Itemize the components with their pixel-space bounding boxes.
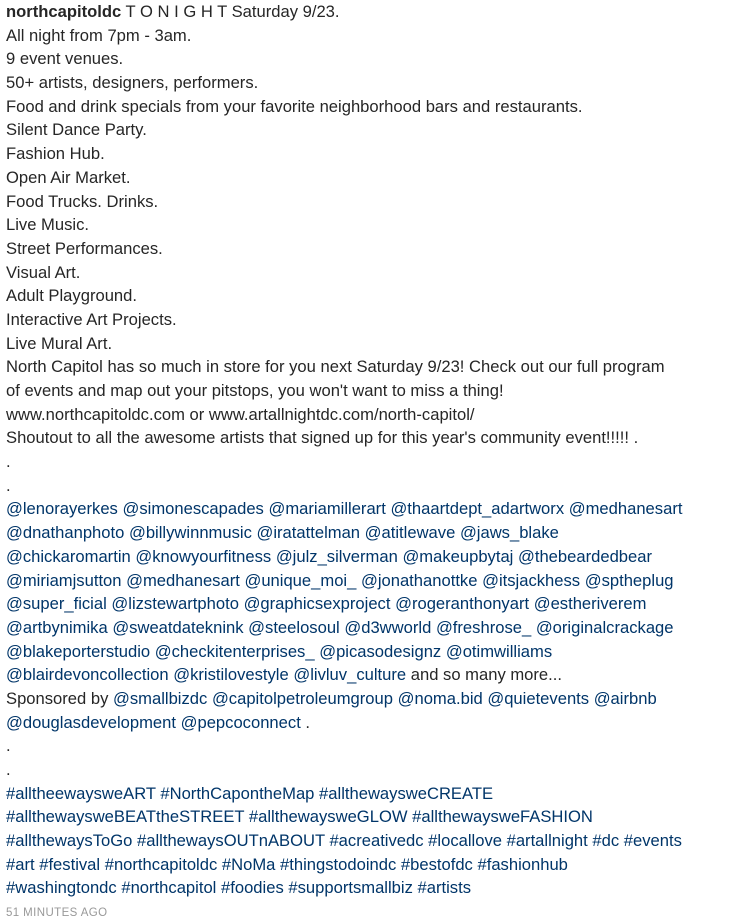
mention-link[interactable]: @blakeporterstudio	[6, 641, 151, 661]
mention-link[interactable]: @medhanesart	[126, 570, 240, 590]
mention-link[interactable]: @itsjackhess	[482, 570, 581, 590]
caption-line	[6, 403, 744, 427]
author-username[interactable]: northcapitoldc	[6, 2, 122, 21]
mention-link[interactable]: @rogeranthonyart	[395, 594, 530, 614]
hashtag-link[interactable]: #NoMa	[221, 854, 276, 874]
sponsor-link[interactable]: @smallbizdc	[113, 688, 208, 708]
hashtag-link[interactable]: #locallove	[428, 831, 502, 851]
sponsor-link[interactable]: @pepcoconnect	[180, 712, 301, 732]
mention-link[interactable]: @sptheplug	[584, 570, 674, 590]
hashtag-link[interactable]: #artallnight	[506, 831, 588, 851]
caption-line	[6, 142, 744, 166]
caption-line	[6, 284, 744, 308]
hashtags-block	[6, 782, 744, 900]
separator-dot: .	[6, 760, 11, 779]
mention-link[interactable]: @livluv_culture	[293, 665, 407, 685]
mention-link[interactable]: @makeupbytaj	[402, 546, 514, 566]
caption-text: Interactive Art Projects.	[6, 309, 177, 329]
hashtag-link[interactable]: #foodies	[221, 878, 284, 898]
hashtag-link[interactable]: #fashionhub	[477, 854, 568, 874]
caption-line	[6, 355, 744, 379]
caption-text: of events and map out your pitstops, you won't want to miss a thing!	[6, 381, 504, 400]
hashtag-link[interactable]: #events	[623, 831, 682, 851]
post-caption	[6, 0, 744, 900]
sponsor-link[interactable]: @airbnb	[593, 688, 657, 708]
mentions-line	[6, 640, 744, 664]
sponsors-block	[6, 687, 744, 734]
separator-dot: .	[6, 736, 11, 756]
caption-body	[6, 24, 744, 498]
mention-link[interactable]: @picasodesignz	[319, 641, 442, 661]
mention-link[interactable]: @lenorayerkes	[6, 499, 118, 519]
mention-link[interactable]: @freshrose_	[435, 617, 532, 637]
caption-text: www.northcapitoldc.com or www.artallnightdc.com/north-capitol/	[6, 404, 475, 424]
caption-line	[6, 118, 744, 142]
mention-link[interactable]: @thaartdept_adartworx	[390, 499, 565, 519]
caption-line	[6, 95, 744, 119]
mention-link[interactable]: @super_ficial	[6, 594, 107, 614]
caption-text: Adult Playground.	[6, 286, 137, 306]
mention-link[interactable]: @steelosoul	[248, 617, 340, 637]
caption-text: All night from 7pm - 3am.	[6, 25, 192, 45]
caption-line	[6, 71, 744, 95]
mention-link[interactable]: @originalcrackage	[535, 617, 674, 637]
hashtag-link[interactable]: #NorthCapontheMap	[160, 783, 315, 803]
hashtag-link[interactable]: #allthewaysweFASHION	[412, 807, 593, 827]
mention-link[interactable]: @chickaromartin	[6, 546, 131, 566]
hashtag-link[interactable]: #artists	[417, 878, 471, 898]
mention-link[interactable]: @checkitenterprises_	[154, 641, 315, 661]
caption-line	[6, 237, 744, 261]
hashtag-link[interactable]: #northcapitol	[121, 878, 217, 898]
separator-dots	[6, 734, 744, 781]
mention-link[interactable]: @kristilovestyle	[173, 665, 289, 685]
caption-text: Fashion Hub.	[6, 144, 105, 164]
mention-link[interactable]: @unique_moi_	[244, 570, 357, 590]
hashtag-link[interactable]: #allthewaysweCREATE	[319, 783, 494, 803]
mention-link[interactable]: @sweatdateknink	[112, 617, 244, 637]
hashtags-line	[6, 782, 744, 806]
sponsor-link[interactable]: @douglasdevelopment	[6, 712, 176, 732]
mention-link[interactable]: @miriamjsutton	[6, 570, 122, 590]
post-timestamp[interactable]: 51 MINUTES AGO	[6, 907, 108, 919]
mention-link[interactable]: @dnathanphoto	[6, 523, 125, 543]
sponsors-line	[6, 711, 744, 735]
mentions-line	[6, 663, 744, 687]
sponsor-link[interactable]: @quietevents	[487, 688, 590, 708]
caption-text: Live Mural Art.	[6, 333, 113, 353]
mentions-line	[6, 521, 744, 545]
mention-link[interactable]: @billywinnmusic	[128, 523, 252, 543]
mention-link[interactable]: @iratattelman	[256, 523, 361, 543]
caption-line	[6, 47, 744, 71]
caption-line	[6, 474, 744, 498]
mention-link[interactable]: @knowyourfitness	[135, 546, 272, 566]
hashtags-line	[6, 829, 744, 853]
caption-text: 50+ artists, designers, performers.	[6, 73, 259, 93]
caption-text: .	[6, 452, 11, 472]
caption-text: Food Trucks. Drinks.	[6, 191, 159, 211]
hashtags-line	[6, 805, 744, 829]
hashtag-link[interactable]: #allthewaysweBEATtheSTREET	[6, 807, 245, 827]
mentions-line	[6, 545, 744, 569]
hashtag-link[interactable]: #northcapitoldc	[104, 854, 218, 874]
caption-text: Food and drink specials from your favorite neighborhood bars and restaurants.	[6, 96, 583, 116]
mention-link[interactable]: @julz_silverman	[275, 546, 398, 566]
mention-link[interactable]: @artbynimika	[6, 617, 108, 637]
hashtag-link[interactable]: #allthewaysweGLOW	[248, 807, 408, 827]
caption-line	[6, 426, 744, 450]
hashtag-link[interactable]: #festival	[39, 854, 101, 874]
hashtag-link[interactable]: #alltheewaysweART	[6, 783, 156, 803]
sponsor-link[interactable]: @noma.bid	[397, 688, 483, 708]
mention-link[interactable]: @d3wworld	[344, 617, 432, 637]
hashtag-link[interactable]: #acreativedc	[329, 831, 424, 851]
mention-link[interactable]: @otimwilliams	[445, 641, 553, 661]
mention-link[interactable]: @blairdevoncollection	[6, 665, 169, 685]
caption-text: .	[6, 475, 11, 495]
caption-headline-line	[6, 0, 744, 24]
mention-link[interactable]: @thebeardedbear	[518, 546, 653, 566]
caption-text: Open Air Market.	[6, 167, 131, 187]
dot-line	[6, 734, 744, 758]
mention-link[interactable]: @simonescapades	[122, 499, 264, 519]
mention-link[interactable]: @jonathanottke	[360, 570, 478, 590]
mentions-line	[6, 497, 744, 521]
mentions-block	[6, 497, 744, 687]
caption-line	[6, 166, 744, 190]
hashtag-link[interactable]: #thingstodoindc	[280, 854, 397, 874]
sponsored-label: Sponsored by	[6, 688, 114, 708]
hashtag-link[interactable]: #allthewaysToGo	[6, 831, 133, 851]
hashtag-link[interactable]: #allthewaysOUTnABOUT	[137, 831, 325, 851]
dot-line	[6, 758, 744, 782]
mention-link[interactable]: @atitlewave	[364, 523, 456, 543]
mention-link[interactable]: @medhanesart	[568, 499, 683, 519]
hashtag-link[interactable]: #art	[6, 854, 35, 874]
hashtag-link[interactable]: #washingtondc	[6, 878, 117, 898]
caption-text: Live Music.	[6, 215, 89, 235]
mentions-line	[6, 592, 744, 616]
mention-link[interactable]: @jaws_blake	[459, 523, 559, 543]
hashtag-link[interactable]: #supportsmallbiz	[288, 878, 413, 898]
caption-text: North Capitol has so much in store for you next Saturday 9/23! Check out our full program	[6, 357, 665, 377]
caption-line	[6, 332, 744, 356]
mention-link[interactable]: @graphicsexproject	[243, 594, 391, 614]
caption-line	[6, 190, 744, 214]
hashtags-line	[6, 853, 744, 877]
caption-text: Silent Dance Party.	[6, 120, 147, 140]
mentions-tail: and so many more...	[406, 665, 562, 685]
caption-line	[6, 24, 744, 48]
hashtag-link[interactable]: #dc	[592, 831, 620, 851]
mention-link[interactable]: @estheriverem	[533, 594, 647, 614]
caption-line	[6, 379, 744, 403]
mentions-line	[6, 569, 744, 593]
hashtag-link[interactable]: #bestofdc	[400, 854, 473, 874]
caption-line	[6, 261, 744, 285]
mentions-line	[6, 616, 744, 640]
sponsors-line	[6, 687, 744, 711]
sponsors-tail: .	[300, 712, 311, 732]
caption-text: Street Performances.	[6, 238, 163, 258]
caption-text: Visual Art.	[6, 262, 81, 282]
caption-text: 9 event venues.	[6, 49, 124, 69]
caption-line	[6, 213, 744, 237]
sponsor-link[interactable]: @capitolpetroleumgroup	[211, 688, 393, 708]
caption-headline: T O N I G H T Saturday 9/23.	[121, 2, 340, 21]
caption-line	[6, 450, 744, 474]
caption-line	[6, 308, 744, 332]
mention-link[interactable]: @mariamillerart	[268, 499, 386, 519]
caption-text: Shoutout to all the awesome artists that signed up for this year's community event!!!!! .	[6, 428, 639, 448]
hashtags-line	[6, 876, 744, 900]
mention-link[interactable]: @lizstewartphoto	[111, 594, 239, 614]
